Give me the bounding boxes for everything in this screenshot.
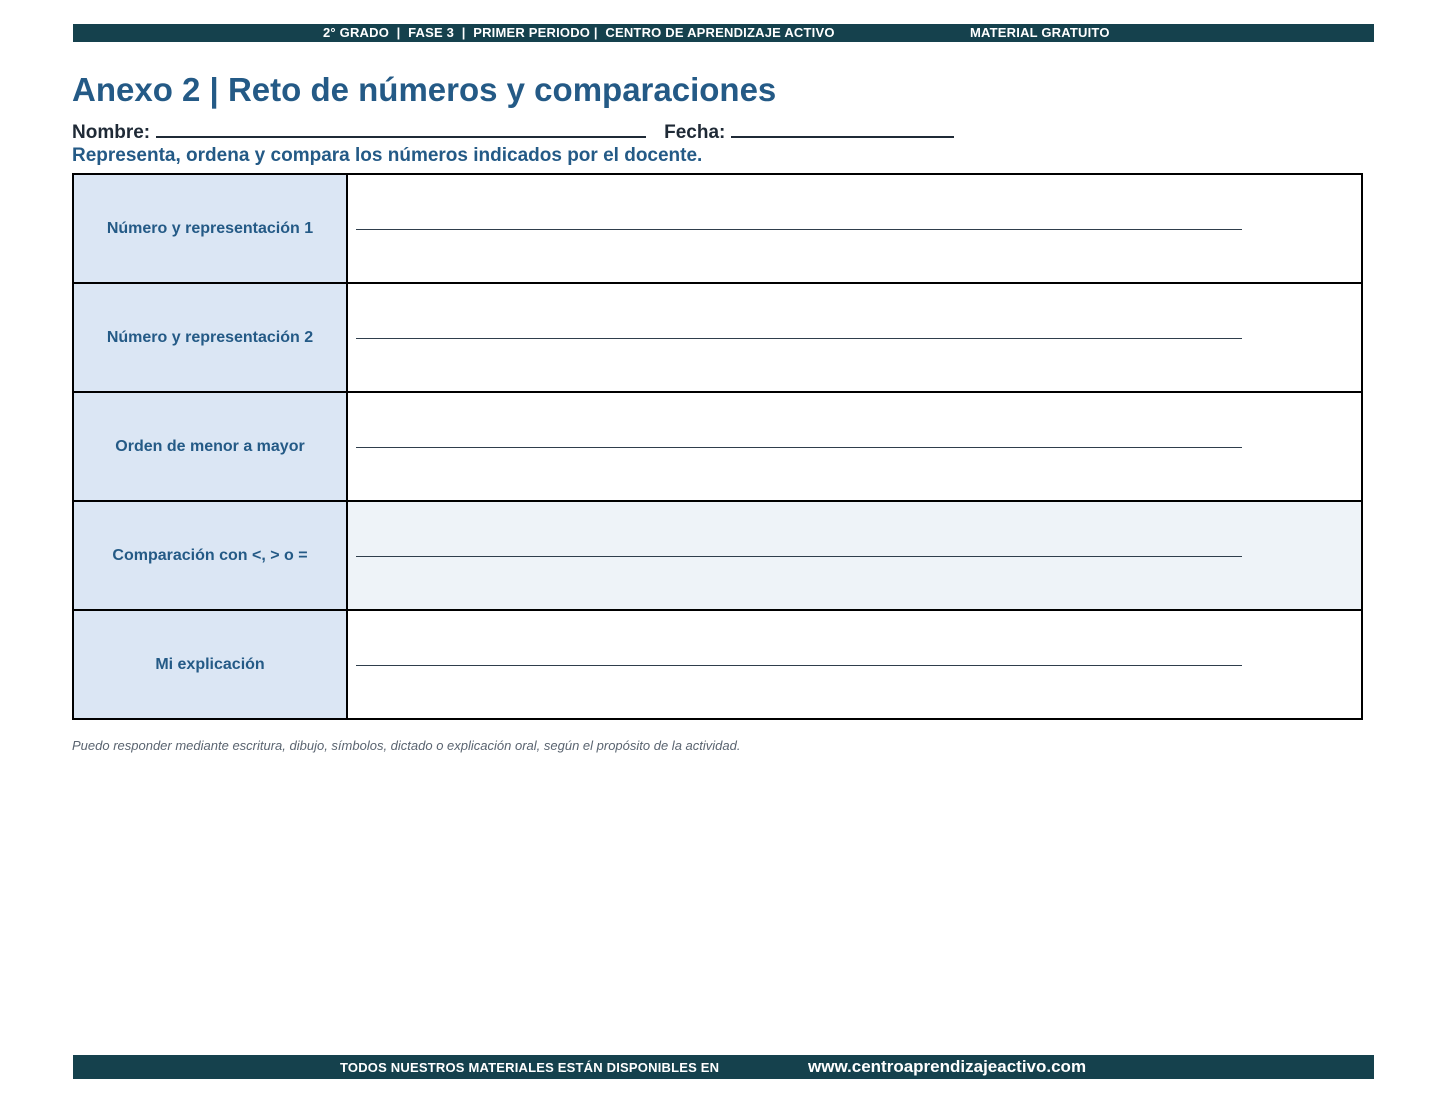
table-row [73,283,1362,392]
answer-line [356,229,1242,230]
row-label: Mi explicación [73,610,347,719]
footer-available-text: TODOS NUESTROS MATERIALES ESTÁN DISPONIBLES EN [340,1060,720,1075]
student-fields [72,118,954,144]
row-label: Orden de menor a mayor [73,392,347,501]
footnote: Puedo responder mediante escritura, dibujo, símbolos, dictado o explicación oral, según el propósito de la actividad. [72,738,741,753]
table-row [73,174,1362,283]
answer-cell[interactable] [347,392,1362,501]
table-row [73,392,1362,501]
answer-line [356,447,1242,448]
name-label: Nombre: [72,122,151,143]
table-row [73,501,1362,610]
page-title: Anexo 2 | Reto de números y comparaciones [72,71,777,108]
answer-cell[interactable] [347,610,1362,719]
date-blank-line[interactable] [731,118,954,138]
date-label: Fecha: [664,122,726,143]
row-label: Comparación con <, > o = [73,501,347,610]
answer-cell[interactable] [347,283,1362,392]
footer-bar [73,1055,1374,1079]
row-label: Número y representación 1 [73,174,347,283]
header-bar [73,24,1374,42]
answer-line [356,338,1242,339]
row-label: Número y representación 2 [73,283,347,392]
table-row [73,610,1362,719]
answer-cell[interactable] [347,174,1362,283]
instruction-text: Representa, ordena y compara los números indicados por el docente. [72,145,703,166]
answer-line [356,665,1242,666]
name-blank-line[interactable] [156,118,646,138]
answer-cell[interactable] [347,501,1362,610]
footer-url-link[interactable]: www.centroaprendizajeactivo.com [808,1057,1087,1076]
answer-line [356,556,1242,557]
header-free-material: MATERIAL GRATUITO [970,25,1110,40]
activity-table [72,173,1363,720]
header-info: 2° GRADO | FASE 3 | PRIMER PERIODO | CENTRO DE APRENDIZAJE ACTIVO [323,25,835,40]
